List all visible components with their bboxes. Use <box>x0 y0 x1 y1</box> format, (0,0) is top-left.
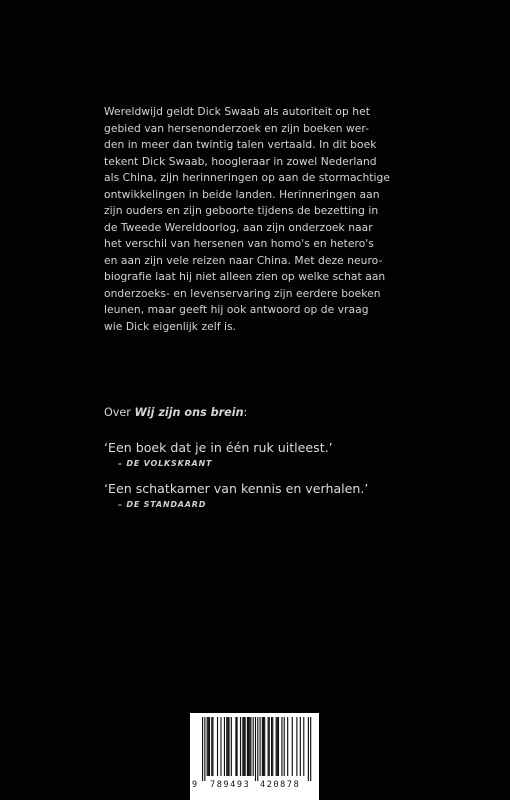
blurb-line: en aan zijn vele reizen naar China. Met deze neuro- <box>104 253 383 267</box>
barcode-bar <box>212 717 213 776</box>
barcode-bar <box>224 717 225 776</box>
over-heading <box>104 406 247 419</box>
review-quote: ‘Een schatkamer van kennis en verhalen.’ <box>104 481 369 496</box>
barcode-bar <box>300 717 301 776</box>
blurb-line: leunen, maar geeft hij ook antwoord op de vraag <box>104 303 369 316</box>
barcode-bar <box>207 717 208 776</box>
barcode-bar <box>257 717 258 781</box>
barcode-bar <box>264 717 265 776</box>
barcode-bar <box>262 717 263 776</box>
barcode-bar <box>271 717 272 776</box>
barcode-bar <box>249 717 250 776</box>
blurb-line: als China, zijn herinneringen op aan de stormachtige <box>104 171 391 184</box>
blurb-line: de Tweede Wereldoorlog, aan zijn onderzoek naar <box>104 220 373 234</box>
barcode-bar <box>209 717 210 776</box>
blurb-line: zijn ouders en zijn geboorte tijdens de bezetting in <box>104 204 379 217</box>
barcode-bar <box>235 717 236 776</box>
over-prefix: Over <box>104 406 135 419</box>
blurb-line: gebied van hersenonderzoek en zijn boeken wer- <box>104 121 370 135</box>
blurb-line: biografie laat hij niet alleen zien op welke schat aan <box>104 270 386 283</box>
barcode-bar <box>208 717 209 776</box>
barcode-bar <box>278 717 279 776</box>
over-book-title: Wij zijn ons brein <box>134 406 244 419</box>
blurb-line: ontwikkelingen in beide landen. Herinneringen aan <box>104 187 380 201</box>
barcode-bar <box>269 717 270 776</box>
barcode-bar <box>228 717 229 776</box>
barcode-bar <box>211 717 212 776</box>
barcode-bar <box>292 717 293 776</box>
review-source: – DE VOLKSKRANT <box>118 459 213 468</box>
barcode-bar <box>296 717 297 776</box>
barcode-bar <box>204 717 205 781</box>
barcode-bar <box>272 717 273 776</box>
isbn-barcode <box>190 713 319 800</box>
barcode-bar <box>220 717 221 776</box>
barcode-bar <box>226 717 227 776</box>
over-suffix: : <box>243 406 248 419</box>
barcode-bar <box>260 717 261 776</box>
barcode-bar <box>303 717 304 776</box>
barcode-bar <box>255 717 256 781</box>
barcode-bar <box>308 717 309 781</box>
barcode-bar <box>268 717 269 776</box>
barcode-bar <box>276 717 277 776</box>
barcode-bar <box>227 717 228 776</box>
blurb-line: tekent Dick Swaab, hoogleraar in zowel Nederland <box>104 154 377 168</box>
barcode-bar <box>310 717 311 781</box>
barcode-bar <box>287 717 288 776</box>
barcode-bar <box>242 717 243 776</box>
barcode-bar <box>247 717 248 776</box>
review-quote: ‘Een boek dat je in één ruk uitleest.’ <box>104 440 333 455</box>
barcode-bar <box>250 717 251 776</box>
review-source: – DE STANDAARD <box>118 500 207 509</box>
blurb-line: onderzoeks- en levenservaring zijn eerdere boeken <box>104 286 381 300</box>
barcode-bar <box>281 717 282 776</box>
barcode-bar <box>202 717 203 781</box>
blurb-line: Wereldwijd geldt Dick Swaab als autoriteit op het <box>104 105 370 118</box>
barcode-bar <box>253 717 254 776</box>
blurb-text <box>104 104 404 335</box>
barcode-bar <box>284 717 285 776</box>
barcode-bar <box>240 717 241 776</box>
barcode-bar <box>243 717 244 776</box>
blurb-line: wie Dick eigenlijk zelf is. <box>104 319 237 333</box>
barcode-bar <box>277 717 278 776</box>
barcode-bar <box>217 717 218 776</box>
blurb-line: het verschil van hersenen van homo's en hetero's <box>104 237 374 250</box>
isbn-digit-group-right: 420878 <box>260 780 301 790</box>
blurb-line: den in meer dan twintig talen vertaald. In dit boek <box>104 138 377 151</box>
isbn-digit-group-left: 789493 <box>210 780 251 790</box>
barcode-bar <box>245 717 246 776</box>
barcode-bar <box>248 717 249 776</box>
barcode-bar <box>263 717 264 776</box>
barcode-bar <box>231 717 232 776</box>
isbn-lead-digit: 9 <box>192 780 198 790</box>
barcode-bar <box>237 717 238 776</box>
